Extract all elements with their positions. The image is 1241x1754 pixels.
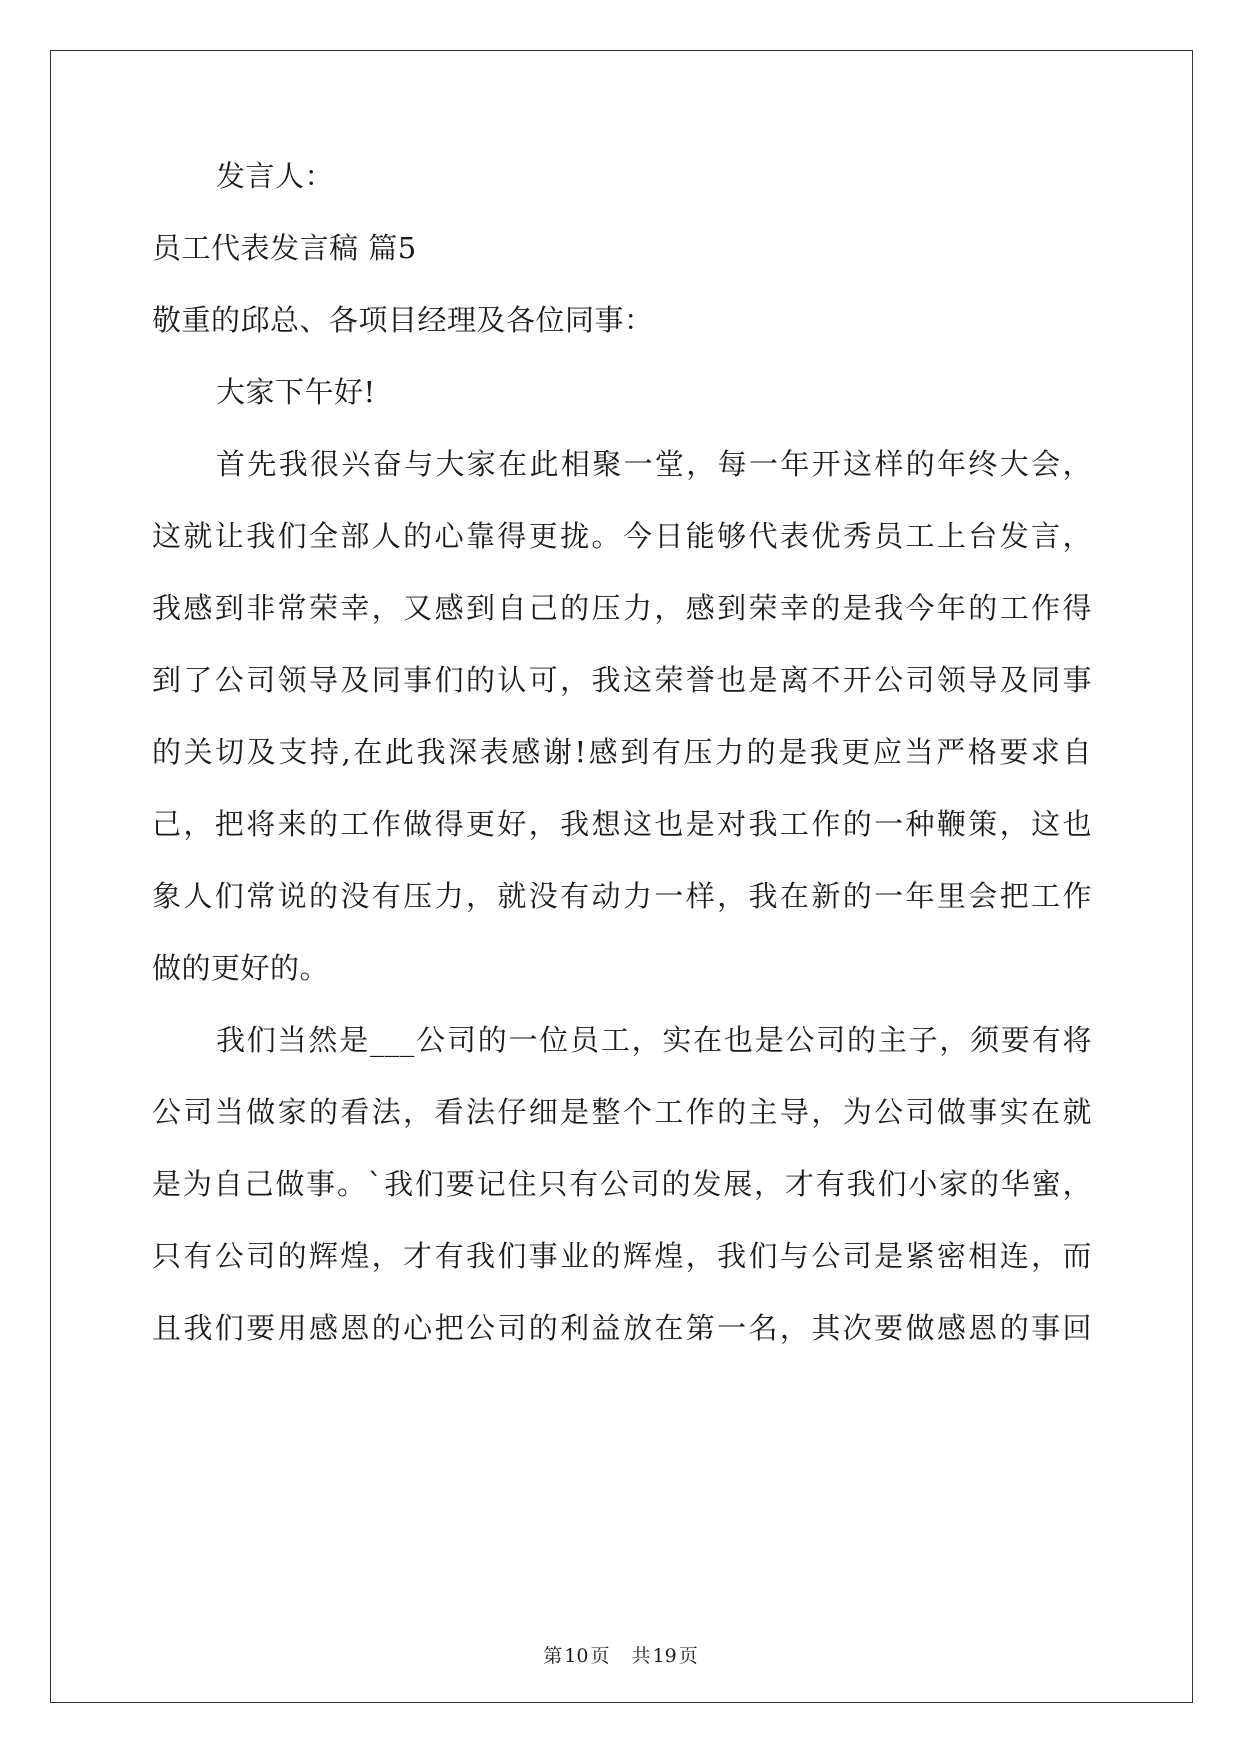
page-suffix: 页 [590, 1645, 610, 1667]
section-heading: 员工代表发言稿 篇5 [152, 231, 417, 265]
salutation: 敬重的邱总、各项目经理及各位同事： [152, 303, 654, 337]
greeting: 大家下午好! [216, 375, 376, 409]
paragraph-line: 是为自己做事。`我们要记住只有公司的发展，才有我们小家的华蜜， [152, 1167, 1092, 1201]
total-pages: 19 [652, 1645, 677, 1667]
paragraph-line: 我感到非常荣幸，又感到自己的压力，感到荣幸的是我今年的工作得 [152, 591, 1092, 625]
paragraph-line: 己，把将来的工作做得更好，我想这也是对我工作的一种鞭策，这也 [152, 807, 1092, 841]
page-number: 10 [564, 1645, 589, 1667]
paragraph-line: 做的更好的。 [152, 951, 330, 985]
page-prefix: 第 [543, 1645, 563, 1667]
speaker-label: 发言人： [216, 159, 335, 193]
page-footer [0, 1644, 1241, 1668]
total-prefix: 共 [631, 1645, 651, 1667]
paragraph-line: 这就让我们全部人的心靠得更拢。今日能够代表优秀员工上台发言， [152, 519, 1092, 553]
paragraph-line: 首先我很兴奋与大家在此相聚一堂，每一年开这样的年终大会， [216, 447, 1092, 481]
paragraph-line: 象人们常说的没有压力，就没有动力一样，我在新的一年里会把工作 [152, 879, 1092, 913]
paragraph-line: 我们当然是___公司的一位员工，实在也是公司的主子，须要有将 [216, 1023, 1092, 1057]
paragraph-line: 的关切及支持,在此我深表感谢!感到有压力的是我更应当严格要求自 [152, 735, 1092, 769]
total-suffix: 页 [678, 1645, 698, 1667]
paragraph-line: 且我们要用感恩的心把公司的利益放在第一名，其次要做感恩的事回 [152, 1311, 1092, 1345]
paragraph-line: 公司当做家的看法，看法仔细是整个工作的主导，为公司做事实在就 [152, 1095, 1092, 1129]
paragraph-line: 到了公司领导及同事们的认可，我这荣誉也是离不开公司领导及同事 [152, 663, 1092, 697]
paragraph-line: 只有公司的辉煌，才有我们事业的辉煌，我们与公司是紧密相连，而 [152, 1239, 1092, 1273]
